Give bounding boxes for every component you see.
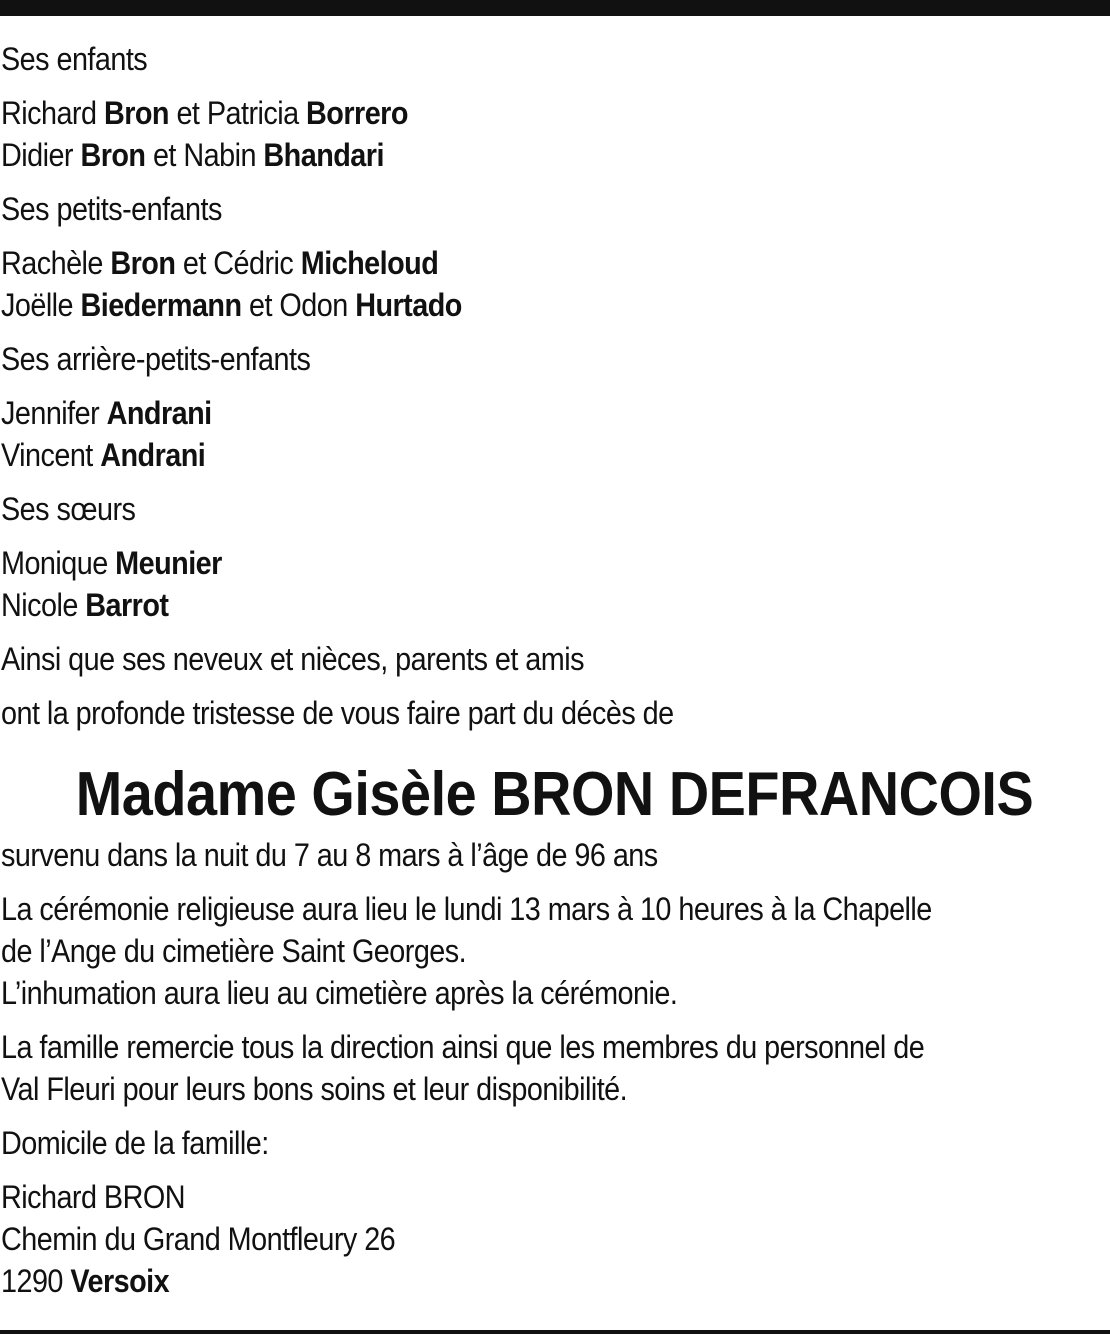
children-heading-block xyxy=(1,38,1108,80)
domicile-address xyxy=(1,1176,1108,1302)
top-rule xyxy=(0,0,1110,16)
others-block xyxy=(1,638,1108,680)
great-grandchildren-heading: Ses arrière-petits-enfants xyxy=(1,341,311,377)
last-name: Andrani xyxy=(106,395,212,431)
last-name: Meunier xyxy=(115,545,222,581)
ceremony-line: L’inhumation aura lieu au cimetière après la cérémonie. xyxy=(1,975,678,1011)
deceased-name: Madame Gisèle BRON DEFRANCOIS xyxy=(75,760,1034,829)
first-name: Odon xyxy=(279,287,348,323)
list-item xyxy=(1,392,1108,434)
children-list xyxy=(1,92,1108,176)
list-item xyxy=(1,242,1108,284)
domicile-locality xyxy=(1,1260,1108,1302)
ceremony-line: de l’Ange du cimetière Saint Georges. xyxy=(1,933,467,969)
first-name: Rachèle xyxy=(1,245,103,281)
domicile-name: Richard BRON xyxy=(1,1179,185,1215)
domicile-street: Chemin du Grand Montfleury 26 xyxy=(1,1221,396,1257)
first-name: Vincent xyxy=(1,437,93,473)
domicile-city: Versoix xyxy=(70,1263,170,1299)
death-info-block xyxy=(1,834,1108,876)
list-item xyxy=(1,584,1108,626)
great-grandchildren-list xyxy=(1,392,1108,476)
first-name: Richard xyxy=(1,95,97,131)
first-name: Didier xyxy=(1,137,73,173)
last-name: Micheloud xyxy=(300,245,439,281)
joiner: et xyxy=(182,245,206,281)
last-name: Borrero xyxy=(306,95,408,131)
ceremony-line: La cérémonie religieuse aura lieu le lundi 13 mars à 10 heures à la Chapelle xyxy=(1,891,932,927)
joiner: et xyxy=(152,137,176,173)
death-info-text: survenu dans la nuit du 7 au 8 mars à l’âge de 96 ans xyxy=(1,837,658,873)
last-name: Bron xyxy=(110,245,176,281)
list-item xyxy=(1,284,1108,326)
domicile-postcode: 1290 xyxy=(1,1263,63,1299)
list-item xyxy=(1,542,1108,584)
sisters-heading-block xyxy=(1,488,1108,530)
grandchildren-heading-block xyxy=(1,188,1108,230)
announcement-text: ont la profonde tristesse de vous faire part du décès de xyxy=(1,695,674,731)
joiner: et xyxy=(176,95,200,131)
domicile-label-block xyxy=(1,1122,1108,1164)
last-name: Bhandari xyxy=(263,137,384,173)
joiner: et xyxy=(249,287,272,323)
grandchildren-heading: Ses petits-enfants xyxy=(1,191,222,227)
first-name: Joëlle xyxy=(1,287,74,323)
others-text: Ainsi que ses neveux et nièces, parents et amis xyxy=(1,641,584,677)
bottom-rule xyxy=(0,1330,1110,1334)
ceremony-block xyxy=(1,888,1108,1014)
grandchildren-list xyxy=(1,242,1108,326)
announcement-block xyxy=(1,692,1108,734)
thanks-line: Val Fleuri pour leurs bons soins et leur disponibilité. xyxy=(1,1071,628,1107)
last-name: Barrot xyxy=(85,587,169,623)
last-name: Bron xyxy=(80,137,146,173)
last-name: Andrani xyxy=(100,437,206,473)
list-item xyxy=(1,92,1108,134)
first-name: Jennifer xyxy=(1,395,100,431)
thanks-block xyxy=(1,1026,1108,1110)
last-name: Hurtado xyxy=(355,287,462,323)
first-name: Nicole xyxy=(1,587,78,623)
list-item xyxy=(1,434,1108,476)
obituary-notice xyxy=(1,38,1108,1314)
last-name: Bron xyxy=(103,95,169,131)
first-name: Cédric xyxy=(213,245,294,281)
sisters-heading: Ses sœurs xyxy=(1,491,136,527)
domicile-label: Domicile de la famille: xyxy=(1,1125,269,1161)
thanks-line: La famille remercie tous la direction ainsi que les membres du personnel de xyxy=(1,1029,925,1065)
first-name: Patricia xyxy=(206,95,299,131)
last-name: Biedermann xyxy=(80,287,242,323)
first-name: Monique xyxy=(1,545,108,581)
sisters-list xyxy=(1,542,1108,626)
great-grandchildren-heading-block xyxy=(1,338,1108,380)
children-heading: Ses enfants xyxy=(1,41,148,77)
list-item xyxy=(1,134,1108,176)
first-name: Nabin xyxy=(183,137,256,173)
